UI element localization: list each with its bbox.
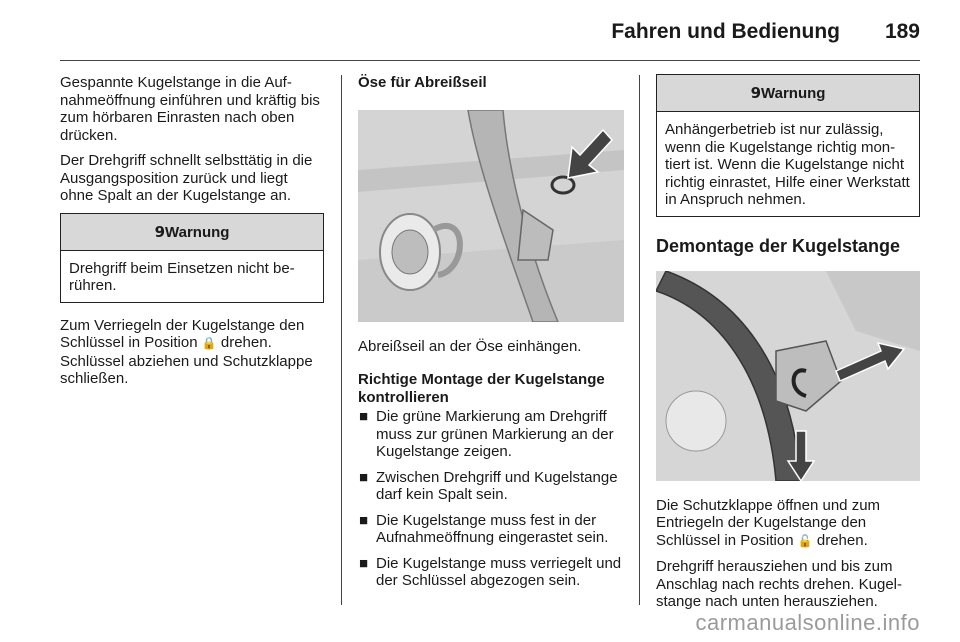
header-rule (60, 60, 920, 61)
list-item-text: Die Kugelstange muss verriegelt und der Schlüssel abgezogen sein. (376, 554, 622, 589)
list-item-text: Zwischen Drehgriff und Kugelstange darf kein Spalt sein. (376, 468, 618, 503)
bullet-icon: ■ (359, 408, 369, 425)
list-item (358, 555, 624, 590)
warning-triangle-icon: 9 (154, 222, 165, 241)
warning-triangle-icon: 9 (750, 84, 761, 102)
bullet-icon: ■ (359, 468, 369, 486)
list-item-text: Die grüne Markierung am Drehgriff muss zur grünen Markierung an der Kugelstange zeigen. (376, 408, 614, 460)
section-heading-check: Richtige Montage der Kugelstange kontrollieren (358, 371, 605, 406)
column-left (60, 74, 324, 396)
paragraph-remove-bar: Drehgriff herausziehen und bis zum Anschlag nach rechts drehen. Kugelstange nach unten herausziehen. (656, 558, 902, 610)
lock-open-icon: 🔓 (797, 533, 813, 548)
warning-text: Drehgriff beim Einsetzen nicht berühren. (69, 259, 295, 294)
text-lock-before: Zum Verriegeln der Kugelstange den Schlüssel in Position (60, 316, 305, 351)
page-number: 189 (884, 20, 920, 43)
column-middle (358, 74, 624, 598)
warning-title: Warnung (165, 223, 230, 241)
removal-illustration (656, 271, 920, 481)
warning-text: Anhängerbetrieb ist nur zulässig, wenn die Kugelstange richtig montiert ist. Wenn die Kugelstange nicht richtig einrastet, Hilfe einer Werkstatt in Anspruch nehmen. (665, 121, 910, 208)
paragraph-lock (60, 317, 324, 388)
paragraph-handle-returns: Der Drehgriff schnellt selbsttätig in die Ausgangsposition zurück und liegt ohne Spalt an der Kugelstange an. (60, 152, 313, 204)
list-item-text: Die Kugelstange muss fest in der Aufnahmeöffnung eingerastet sein. (376, 511, 609, 546)
column-divider (341, 75, 342, 605)
figure-caption: Abreißseil an der Öse einhängen. (358, 337, 582, 355)
column-right (656, 74, 920, 619)
lock-closed-icon: 🔒 (201, 336, 217, 350)
column-divider (639, 75, 640, 605)
text-lock-after: drehen. Schlüssel abziehen und Schutzklappe schließen. (60, 334, 313, 387)
paragraph-unlock (656, 497, 920, 551)
paragraph-insert-ball-bar: Gespannte Kugelstange in die Aufnahmeöffnung einführen und kräftig bis zum hörbaren Einrasten nach oben drücken. (60, 74, 320, 144)
section-heading-removal: Demontage der Kugelstange (656, 235, 901, 256)
list-item (358, 408, 624, 461)
bullet-icon: ■ (359, 511, 369, 529)
eyelet-illustration (358, 110, 624, 322)
list-item (358, 512, 624, 547)
page-header (60, 18, 920, 58)
figure-eyelet-photo (358, 110, 624, 322)
list-item (358, 469, 624, 504)
watermark: carmanualsonline.info (695, 610, 920, 635)
warning-header (61, 214, 323, 251)
warning-box (656, 74, 920, 217)
text-unlock-after: drehen. (812, 531, 868, 549)
warning-box (60, 213, 324, 303)
section-heading-eyelet: Öse für Abreißseil (358, 74, 487, 91)
bullet-icon: ■ (359, 554, 369, 572)
figure-removal-photo (656, 271, 920, 481)
warning-body (61, 251, 323, 302)
warning-header (657, 75, 919, 112)
warning-title: Warnung (761, 85, 826, 102)
page-title: Fahren und Bedienung (611, 20, 840, 43)
check-list (358, 408, 624, 590)
warning-body (657, 112, 919, 216)
text-unlock-before: Die Schutzklappe öffnen und zum Entriegeln der Kugelstange den Schlüssel in Position (656, 496, 881, 549)
